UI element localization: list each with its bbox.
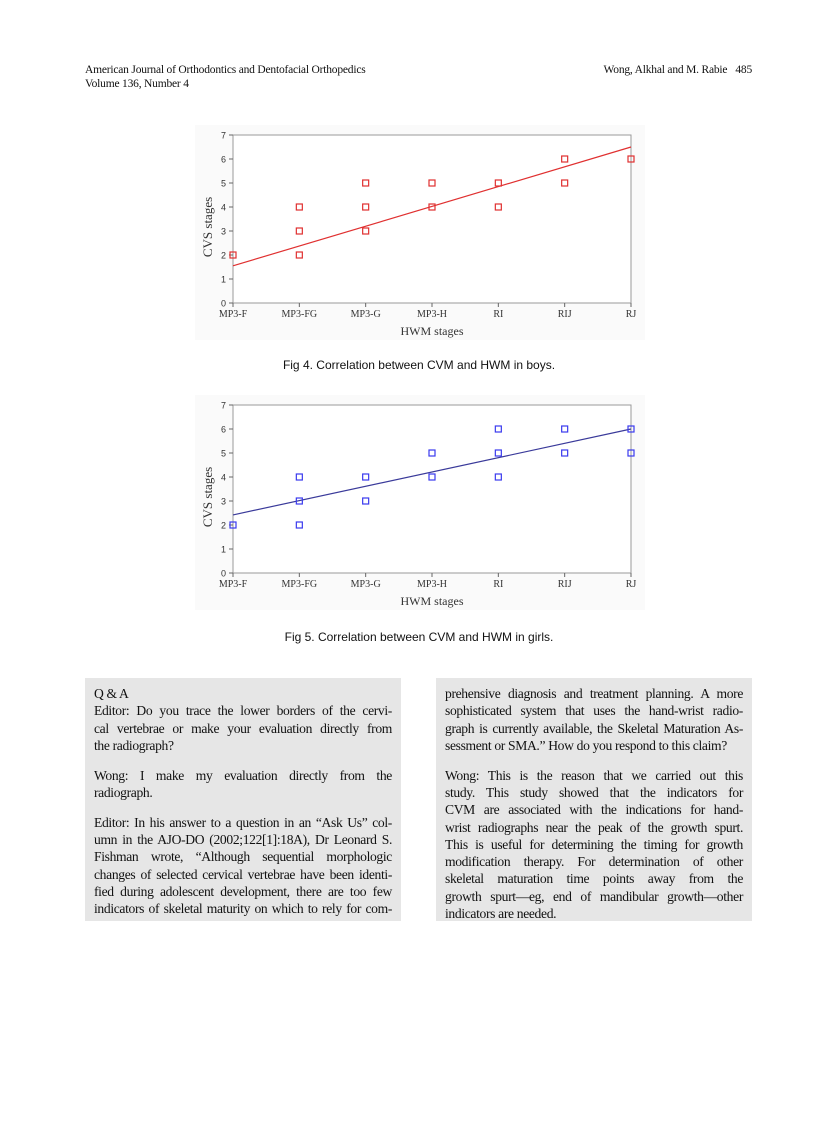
text-line: the radiograph? — [94, 737, 174, 753]
qa-paragraph — [94, 814, 392, 918]
x-axis-label: HWM stages — [400, 594, 464, 608]
x-tick-label: MP3-F — [218, 579, 248, 590]
x-tick-label: RJ — [625, 309, 637, 320]
y-tick-label: 2 — [220, 520, 226, 531]
x-tick-label: MP3-G — [350, 309, 381, 320]
authors: Wong, Alkhal and M. Rabie — [603, 64, 728, 76]
running-header-left — [85, 63, 366, 91]
text-line: wrist radiographs near the peak of the growth spurt. — [445, 819, 743, 835]
x-tick-label: MP3-H — [416, 579, 448, 590]
qa-paragraph — [445, 767, 743, 923]
text-line: Fishman wrote, “Although sequential morphologic — [94, 849, 392, 865]
text-line: CVM are associated with the indications for hand- — [445, 802, 743, 818]
y-tick-label: 2 — [220, 250, 226, 261]
text-line: indicators of skeletal maturity on which to rely for com- — [94, 901, 392, 917]
qa-column-right — [436, 678, 752, 921]
figure-4-chart — [190, 120, 650, 350]
text-line: indicators are needed. — [445, 906, 557, 922]
text-line: Wong: This is the reason that we carried out this — [445, 767, 743, 783]
text-line: modification therapy. For determination of other — [445, 854, 743, 870]
y-tick-label: 5 — [220, 448, 226, 459]
plot-area — [233, 405, 631, 573]
y-tick-label: 1 — [220, 544, 226, 555]
x-tick-label: RIJ — [557, 309, 572, 320]
x-tick-label: MP3-FG — [281, 579, 318, 590]
x-tick-label: RJ — [625, 579, 637, 590]
text-line: changes of selected cervical vertebrae have been identi- — [94, 866, 392, 882]
x-tick-label: RIJ — [557, 579, 572, 590]
y-axis-label: CVS stages — [200, 196, 215, 258]
x-tick-label: RI — [493, 579, 504, 590]
qa-paragraph — [445, 685, 743, 754]
text-line: Editor: In his answer to a question in an “Ask Us” col- — [94, 814, 392, 830]
qa-paragraph — [94, 767, 392, 802]
y-tick-label: 7 — [220, 130, 226, 141]
y-tick-label: 4 — [220, 472, 226, 483]
y-tick-label: 6 — [220, 154, 226, 165]
x-tick-label: MP3-H — [416, 309, 448, 320]
text-line: umn in the AJO-DO (2002;122[1]:18A), Dr Leonard S. — [94, 832, 392, 848]
x-tick-label: MP3-F — [218, 309, 248, 320]
x-axis-label: HWM stages — [400, 324, 464, 338]
text-line: growth spurt—eg, end of mandibular growth—other — [445, 888, 743, 904]
qa-column-left — [85, 678, 401, 921]
y-tick-label: 6 — [220, 424, 226, 435]
page-number: 485 — [735, 64, 752, 76]
text-line: sessment or SMA.” How do you respond to this claim? — [445, 737, 727, 753]
text-line: sophisticated system that uses the hand-wrist radio- — [445, 703, 743, 719]
text-line: cal vertebrae or make your evaluation directly from — [94, 720, 392, 736]
text-line: fied during adolescent development, there are too few — [94, 883, 392, 899]
text-line: graph is currently available, the Skeletal Maturation As- — [445, 720, 743, 736]
x-tick-label: MP3-FG — [281, 309, 318, 320]
text-line: Q & A — [94, 686, 129, 701]
y-tick-label: 1 — [220, 274, 226, 285]
y-tick-label: 7 — [220, 400, 226, 411]
text-line: Editor: Do you trace the lower borders of the cervi- — [94, 703, 392, 719]
journal-volume: Volume 136, Number 4 — [85, 78, 189, 90]
figure-5-chart — [190, 390, 650, 620]
y-tick-label: 3 — [220, 226, 226, 237]
y-tick-label: 0 — [220, 298, 226, 309]
text-line: Wong: I make my evaluation directly from the — [94, 767, 392, 783]
qa-paragraph — [94, 685, 392, 754]
y-axis-label: CVS stages — [200, 466, 215, 528]
figure-4-caption: Fig 4. Correlation between CVM and HWM in boys. — [282, 358, 556, 372]
text-line: study. This study showed that the indicators for — [445, 784, 743, 800]
text-line: radiograph. — [94, 784, 153, 800]
text-line: This is useful for determining the timing for growth — [445, 836, 743, 852]
plot-area — [233, 135, 631, 303]
y-tick-label: 5 — [220, 178, 226, 189]
figure-5-caption: Fig 5. Correlation between CVM and HWM in girls. — [284, 630, 554, 644]
text-line: prehensive diagnosis and treatment planning. A more — [445, 686, 743, 701]
x-tick-label: RI — [493, 309, 504, 320]
text-line: skeletal maturation time points away from the — [445, 871, 743, 887]
y-tick-label: 0 — [220, 568, 226, 579]
x-tick-label: MP3-G — [350, 579, 381, 590]
running-header-right — [604, 63, 752, 77]
journal-title: American Journal of Orthodontics and Dentofacial Orthopedics — [85, 64, 366, 76]
y-tick-label: 4 — [220, 202, 226, 213]
y-tick-label: 3 — [220, 496, 226, 507]
